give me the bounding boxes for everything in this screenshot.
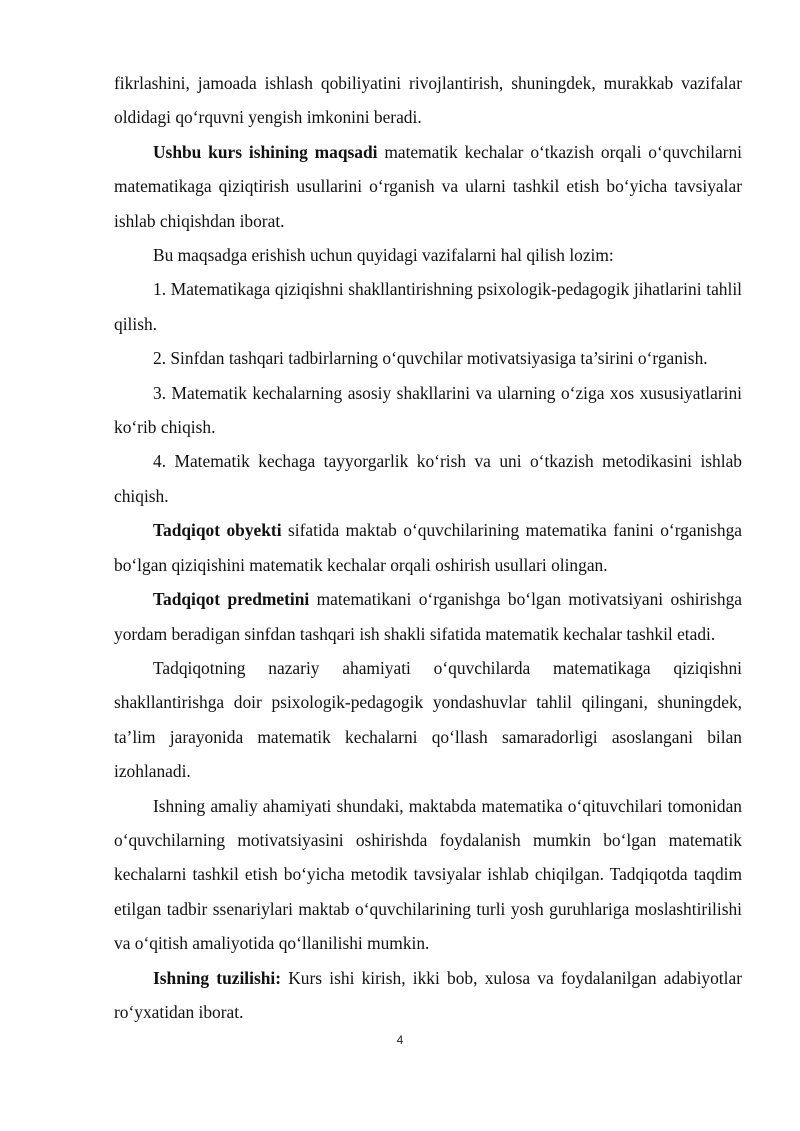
- task-item-1: 1. Matematikaga qiziqishni shakllantirishning psixologik-pedagogik jihatlarini tahlil qilish.: [114, 279, 742, 334]
- research-subject-heading: Tadqiqot predmetini: [153, 589, 310, 610]
- paragraph-research-subject: [114, 582, 742, 651]
- paragraph-structure: [114, 961, 742, 1030]
- structure-heading: Ishning tuzilishi:: [153, 967, 282, 988]
- paragraph-tasks-intro: Bu maqsadga erishish uchun quyidagi vazifalarni hal qilish lozim:: [153, 245, 614, 266]
- document-page: [114, 66, 742, 1029]
- research-object-heading: Tadqiqot obyekti: [153, 520, 282, 541]
- task-item-2: 2. Sinfdan tashqari tadbirlarning o‘quvchilar motivatsiyasiga ta’sirini o‘rganish.: [153, 348, 708, 369]
- research-object-text: sifatida maktab o‘quvchilarining matematika fanini o‘rganishga bo‘lgan qiziqishini matematik kechalar orqali oshirish usullari olingan.: [114, 520, 742, 575]
- paragraph-theoretical-significance: Tadqiqotning nazariy ahamiyati o‘quvchilarda matematikaga qiziqishni shakllantirishga doir psixologik-pedagogik yondashuvlar tahlil qilingani, shuningdek, ta’lim jarayonida matematik kechalarni qo‘llash samaradorligi asoslangani bilan izohlanadi.: [114, 657, 742, 782]
- page-number: 4: [396, 1033, 404, 1047]
- structure-text: Kurs ishi kirish, ikki bob, xulosa va foydalanilgan adabiyotlar ro‘yxatidan iborat.: [114, 967, 742, 1022]
- paragraph-practical-significance: Ishning amaliy ahamiyati shundaki, maktabda matematika o‘qituvchilari tomonidan o‘quvchilarning motivatsiyasini oshirishda foydalanish mumkin bo‘lgan matematik kechalarni tashkil etish bo‘yicha metodik tavsiyalar ishlab chiqilgan. Tadqiqotda taqdim etilgan tadbir ssenariylari maktab o‘quvchilarining turli yosh guruhlariga moslashtirilishi va o‘qitish amaliyotida qo‘llanilishi mumkin.: [114, 795, 742, 954]
- task-item-3: 3. Matematik kechalarning asosiy shakllarini va ularning o‘ziga xos xususiyatlarini ko‘rib chiqish.: [114, 382, 742, 438]
- paragraph-research-object: [114, 513, 742, 582]
- paragraph-goal: [114, 135, 742, 238]
- research-subject-text: matematikani o‘rganishga bo‘lgan motivatsiyani oshirishga yordam beradigan sinfdan tashqari ish shakli sifatida matematik kechalar tashkil etadi.: [114, 589, 743, 644]
- goal-text: matematik kechalar o‘tkazish orqali o‘quvchilarni matematikaga qiziqtirish usullarini o‘rganish va ularni tashkil etish bo‘yicha tavsiyalar ishlab chiqishdan iborat.: [114, 141, 742, 231]
- task-item-4: 4. Matematik kechaga tayyorgarlik ko‘rish va uni o‘tkazish metodikasini ishlab chiqish.: [114, 451, 742, 506]
- goal-heading: Ushbu kurs ishining maqsadi: [153, 141, 378, 162]
- paragraph-continuation: fikrlashini, jamoada ishlash qobiliyatini rivojlantirish, shuningdek, murakkab vazifalar oldidagi qo‘rquvni yengish imkonini beradi.: [114, 73, 742, 128]
